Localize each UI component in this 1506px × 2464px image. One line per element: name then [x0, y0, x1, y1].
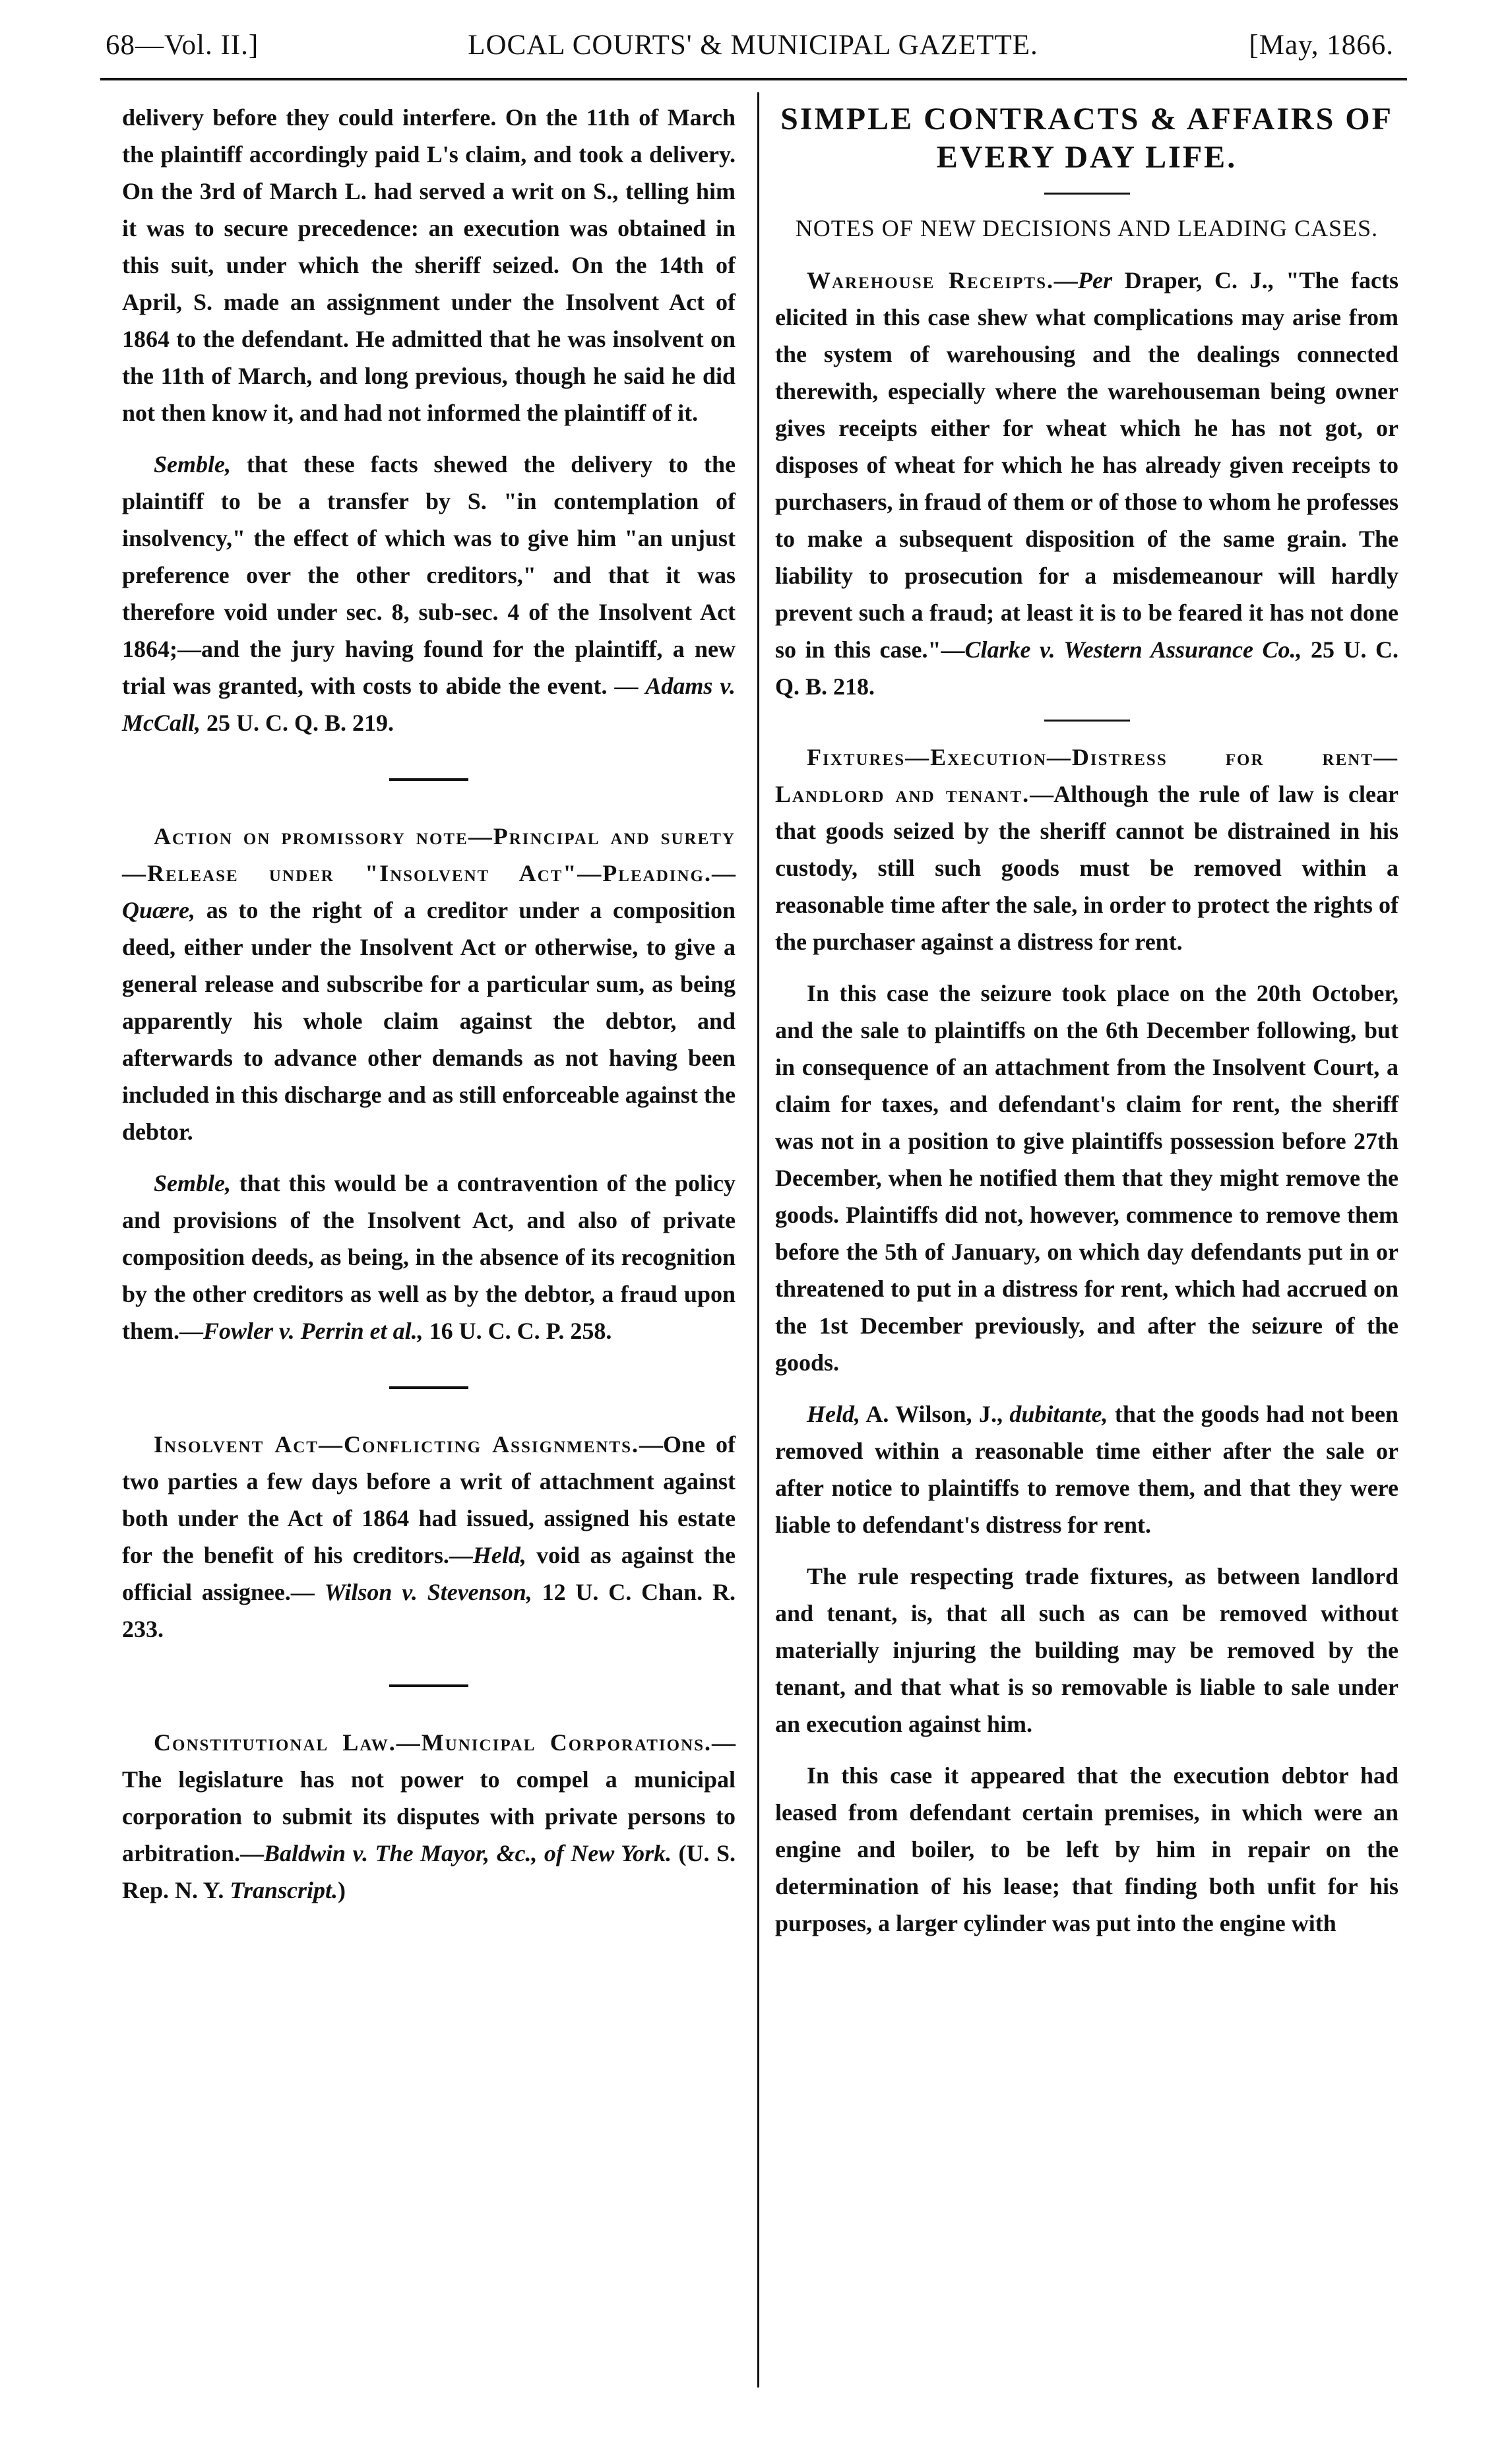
dubitante: dubitante, — [1009, 1401, 1108, 1427]
column-divider — [757, 92, 759, 2387]
case-citation-2: Fowler v. Perrin et al., — [203, 1318, 424, 1344]
case-citation-4: Baldwin v. The Mayor, &c., of New York. — [263, 1840, 672, 1866]
section-divider-3 — [389, 1684, 468, 1687]
semble-lead-2: Semble, — [154, 1170, 231, 1196]
case-citation-5: Clarke v. Western Assurance Co., — [964, 636, 1302, 663]
held-lead-2: Held, — [807, 1401, 860, 1427]
execution-debtor-paragraph: In this case it appeared that the execution debtor had leased from defendant certain premises, in which were an engine and boiler, to be left by him in repair on the determination of his lease; that finding both unfit for his purposes, a larger cylinder was put into the engine with — [775, 1762, 1398, 1936]
fixtures-heading: Fixtures—Execution—Distress for rent—Landlord and tenant. — [775, 744, 1398, 807]
header-rule — [100, 78, 1407, 80]
case-reference: 25 U. C. Q. B. 219. — [201, 710, 394, 736]
warehouse-body: Draper, C. J., "The facts elicited in this case shew what complications may arise from the system of warehousing and the dealings connected therewith, especially where the warehouseman being owner gives receipts either for wheat which he has not got, or disposes of wheat for which he has already given receipts to purchasers, in fraud of them or of those to whom he professes to make a subsequent disposition of the same grain. The liability to prosecution for a misdemeanour will hardly prevent such a fraud; at least it is to be feared it has not done so in this case."— — [775, 267, 1398, 663]
semble-paragraph — [122, 446, 736, 741]
note-heading: Action on promissory note—Principal and surety—Release under "Insolvent Act"—Pleading. — [122, 823, 736, 886]
warehouse-receipts-paragraph — [775, 262, 1398, 705]
semble-body-2: that this would be a contravention of the policy and provisions of the Insolvent Act, and also of private composition deeds, as being, in the absence of its recognition by the other creditors as well as by the debtor, a fraud upon them.— — [122, 1170, 736, 1344]
semble-body: that these facts shewed the delivery to the plaintiff to be a transfer by S. "in contemplation of insolvency," the effect of which was to give him "an unjust preference over the other creditors," and that it was therefore void under sec. 8, sub-sec. 4 of the Insolvent Act 1864;—and the jury having found for the plaintiff, a new trial was granted, with costs to abide the event. — — [122, 451, 736, 699]
held-mid: A. Wilson, J., — [860, 1401, 1010, 1427]
case-reference-2: 16 U. C. C. P. 258. — [423, 1318, 612, 1344]
constitutional-law-paragraph — [122, 1724, 736, 1909]
title-rule — [1044, 193, 1130, 195]
held-paragraph — [775, 1396, 1398, 1543]
constitutional-heading: Constitutional Law.—Municipal Corporations. — [154, 1729, 712, 1756]
held-body: that the goods had not been removed within a reasonable time either after the sale or after notice to plaintiffs to remove them, and that they were liable to defendant's distress for rent. — [775, 1401, 1399, 1538]
insolvent-heading: Insolvent Act—Conflicting Assignments. — [154, 1431, 640, 1458]
quaere-lead: Quære, — [122, 897, 196, 923]
section-divider-4 — [1044, 720, 1130, 722]
insolvent-act-paragraph — [122, 1426, 736, 1648]
case-reference-4-italic: Transcript. — [230, 1877, 338, 1903]
left-column — [122, 99, 736, 1923]
header-title: LOCAL COURTS' & MUNICIPAL GAZETTE. — [468, 30, 1038, 61]
section-subtitle: NOTES OF NEW DECISIONS AND LEADING CASES. — [795, 215, 1379, 241]
per-lead: —Per — [1053, 267, 1112, 293]
fixtures-paragraph-2: In this case the seizure took place on the 20th October, and the sale to plaintiffs on the 6th December following, but in consequence of an attachment from the Insolvent Court, a claim for taxes, and defendant's claim for rent, the sheriff was not in a position to give plaintiffs possession before 27th December, when he notified them that they might remove the goods. Plaintiffs did not, however, commence to remove them before the 5th of January, on which day defendants put in or threatened to put in a distress for rent, which had accrued on the 1st December previously, and after the seizure of the goods. — [775, 980, 1398, 1376]
section-title: SIMPLE CONTRACTS & AFFAIRS OF EVERY DAY LIFE. — [780, 102, 1393, 175]
held-lead: Held, — [472, 1542, 526, 1568]
insolvent-body: —One of two parties a few days before a writ of attachment against both under the Act of 1864 had issued, assigned his estate for the benefit of his creditors.— — [122, 1431, 736, 1568]
header-volume: 68—Vol. II.] — [106, 30, 259, 61]
right-column — [775, 99, 1398, 1956]
constitutional-body: —The legislature has not power to compel a municipal corporation to submit its disputes with private persons to arbitration.— — [122, 1729, 736, 1866]
semble-paragraph-2 — [122, 1165, 736, 1349]
note-dash: — — [712, 860, 736, 886]
insolvent-body-2: void as against the official assignee.— — [122, 1542, 736, 1605]
fixtures-body: —Although the rule of law is clear that goods seized by the sheriff cannot be distrained in his custody, still such goods must be removed within a reasonable time after the sale, in order to protect the rights of the purchaser against a distress for rent. — [775, 781, 1398, 955]
trade-fixtures-paragraph: The rule respecting trade fixtures, as between landlord and tenant, is, that all such as can be removed without materially injuring the building may be removed by the tenant, and that what is so removable is liable to sale under an execution against him. — [775, 1563, 1398, 1737]
warehouse-heading: Warehouse Receipts. — [807, 267, 1054, 293]
case-citation: Adams v. McCall, — [122, 673, 736, 736]
header-date: [May, 1866. — [1249, 30, 1394, 61]
case-reference-4: (U. S. Rep. N. Y. — [122, 1840, 736, 1903]
section-divider — [389, 778, 468, 781]
case-reference-3: 12 U. C. Chan. R. 233. — [122, 1579, 736, 1642]
continued-paragraph: delivery before they could interfere. On the 11th of March the plaintiff accordingly paid L's claim, and took a delivery. On the 3rd of March L. had served a writ on S., telling him it was to secure precedence: an execution was obtained in this suit, under which the sheriff seized. On the 14th of April, S. made an assignment under the Insolvent Act of 1864 to the defendant. He admitted that he was insolvent on the 11th of March, and long previous, though he said he did not then know it, and had not informed the plaintiff of it. — [122, 104, 736, 426]
case-reference-5: 25 U. C. Q. B. 218. — [775, 636, 1398, 700]
case-reference-4-end: ) — [338, 1877, 346, 1903]
note-body: as to the right of a creditor under a composition deed, either under the Insolvent Act or otherwise, to give a general release and subscribe for a particular sum, as being apparently his whole claim against the debtor, and afterwards to advance other demands as not having been included in this discharge and as still enforceable against the debtor. — [122, 897, 736, 1145]
semble-lead: Semble, — [154, 451, 231, 477]
fixtures-paragraph — [775, 739, 1398, 960]
case-citation-3: Wilson v. Stevenson, — [324, 1579, 532, 1605]
promissory-note-paragraph — [122, 818, 736, 1150]
section-divider-2 — [389, 1386, 468, 1389]
